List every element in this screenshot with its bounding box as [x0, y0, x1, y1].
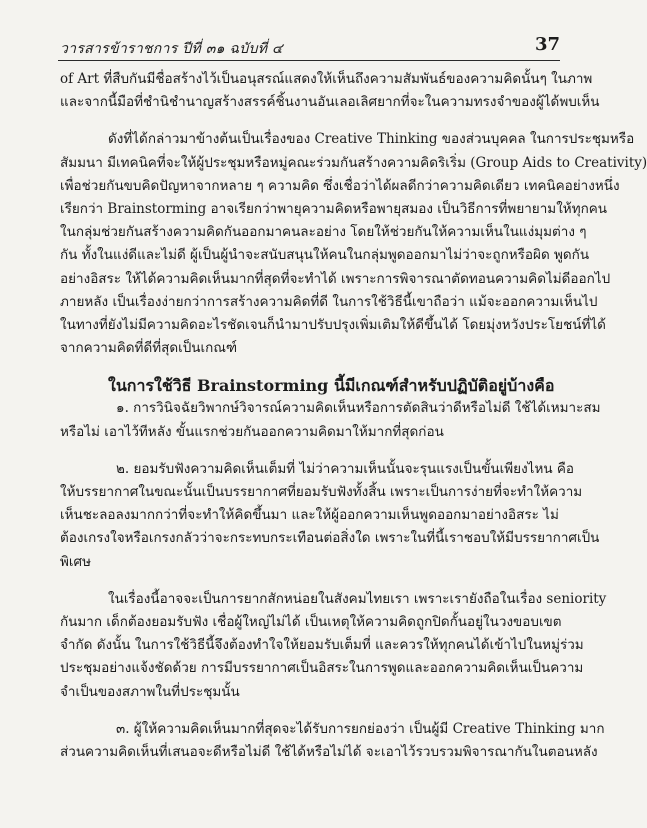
body-text — [60, 68, 647, 764]
list-item-line: ส่วนความคิดเห็นที่เสนอจะดีหรือไม่ดี ใช้ได้หรือไม่ได้ จะเอาไว้รวบรวมพิจารณากันในตอนหลัง — [60, 743, 598, 760]
section-heading: ในการใช้วิธี Brainstorming นี้มีเกณฑ์สำหรับปฏิบัติอยู่บ้างคือ — [108, 376, 555, 396]
text-line: กัน ทั้งในแง่ดีและไม่ดี ผู้เป็นผู้นำจะสนับสนุนให้คนในกลุ่มพูดออกมาไม่ว่าจะถูกหรือผิด พูดกัน — [60, 247, 590, 264]
list-item-line: ให้บรรยากาศในขณะนั้นเป็นบรรยากาศที่ยอมรับฟังทั้งสิ้น เพราะเป็นการง่ายที่จะทำให้ความ — [60, 484, 583, 500]
text-line: ดังที่ได้กล่าวมาข้างต้นเป็นเรื่องของ Creative Thinking ของส่วนบุคคล ในการประชุมหรือ — [108, 131, 635, 148]
list-item-line: ต้องเกรงใจหรือเกรงกลัวว่าจะกระทบกระเทือนต่อสิ่งใด เพราะในที่นี้เราชอบให้มีบรรยากาศเป็น — [60, 530, 600, 547]
text-line: สัมมนา มีเทคนิคที่จะให้ผู้ประชุมหรือหมู่คณะร่วมกันสร้างความคิดริเริ่ม (Group Aids to Creativity) — [60, 154, 647, 171]
list-item-line: เห็นชะลอลงมากกว่าที่จะทำให้คิดขึ้นมา และให้ผู้ออกความเห็นพูดออกมาอย่างอิสระ ไม่ — [60, 507, 559, 524]
text-line: ภายหลัง เป็นเรื่องง่ายกว่าการสร้างความคิดที่ดี ในการใช้วิธีนี้เขาถือว่า แม้จะออกความเห็นไป — [60, 293, 598, 310]
text-line: และจากนี้มือที่ชำนิชำนาญสร้างสรรค์ชิ้นงานอันเลอเลิศยากที่จะในความทรงจำของผู้ได้พบเห็น — [60, 94, 600, 111]
text-line: of Art ที่สืบกันมีชื่อสร้างไว้เป็นอนุสรณ์แสดงให้เห็นถึงความสัมพันธ์ของความคิดนั้นๆ ในภาพ — [60, 71, 593, 87]
list-item-line: หรือไม่ เอาไว้ทีหลัง ขั้นแรกช่วยกันออกความคิดมาให้มากที่สุดก่อน — [60, 423, 444, 440]
list-item-line: ๓. ผู้ให้ความคิดเห็นมากที่สุดจะได้รับการยกย่องว่า เป็นผู้มี Creative Thinking มาก — [116, 720, 605, 737]
text-line: ในทางที่ยังไม่มีความคิดอะไรชัดเจนก็นำมาปรับปรุงเพิ่มเติมให้ดีขึ้นได้ โดยมุ่งหวังประโยชน์ที่ได้ — [60, 316, 606, 333]
list-item-line: ประชุมอย่างแจ้งชัดด้วย การมีบรรยากาศเป็นอิสระในการพูดและออกความคิดเห็นเป็นความ — [60, 660, 584, 677]
text-line: เพื่อช่วยกันขบคิดปัญหาจากหลาย ๆ ความคิด ซึ่งเชื่อว่าได้ผลดีกว่าความคิดเดียว เทคนิคอย่างหนึ่ง — [60, 177, 620, 194]
text-line: อย่างอิสระ ให้ได้ความคิดเห็นมากที่สุดที่จะทำได้ เพราะการพิจารณาตัดทอนความคิดไม่ดีออกไป — [60, 270, 611, 287]
list-item-line: ๑. การวินิจฉัยวิพากษ์วิจารณ์ความคิดเห็นหรือการตัดสินว่าดีหรือไม่ดี ใช้ได้เหมาะสม — [116, 400, 601, 417]
list-item-line: ในเรื่องนี้อาจจะเป็นการยากสักหน่อยในสังคมไทยเรา เพราะเรายังถือในเรื่อง seniority — [108, 590, 607, 607]
journal-title: วารสารข้าราชการ ปีที่ ๓๑ ฉบับที่ ๔ — [60, 41, 283, 57]
list-item-line: จำเป็นของสภาพในที่ประชุมนั้น — [60, 683, 240, 700]
list-item-line: พิเศษ — [60, 553, 91, 570]
header-rule — [58, 60, 560, 61]
list-item-line: กันมาก เด็กต้องยอมรับฟัง เชื่อผู้ใหญ่ไม่ได้ เป็นเหตุให้ความคิดถูกปิดกั้นอยู่ในวงขอบเขต — [60, 613, 562, 630]
list-item-line: จำกัด ดังนั้น ในการใช้วิธีนี้จึงต้องทำใจให้ยอมรับเต็มที่ และควรให้ทุกคนได้เข้าไปในหมู่ร่วม — [60, 637, 584, 654]
running-header — [60, 34, 560, 62]
text-line: เรียกว่า Brainstorming อาจเรียกว่าพายุความคิดหรือพายุสมอง เป็นวิธีการที่พยายามให้ทุกคน — [60, 200, 608, 217]
list-item-line: ๒. ยอมรับฟังความคิดเห็นเต็มที่ ไม่ว่าความเห็นนั้นจะรุนแรงเป็นขั้นเพียงไหน คือ — [116, 460, 575, 477]
text-line: จากความคิดที่ดีที่สุดเป็นเกณฑ์ — [60, 340, 238, 357]
text-line: ในกลุ่มช่วยกันสร้างความคิดกันออกมาคนละอย่าง โดยให้ช่วยกันให้ความเห็นในแง่มุมต่าง ๆ — [60, 224, 587, 241]
page-number: 37 — [534, 34, 560, 55]
